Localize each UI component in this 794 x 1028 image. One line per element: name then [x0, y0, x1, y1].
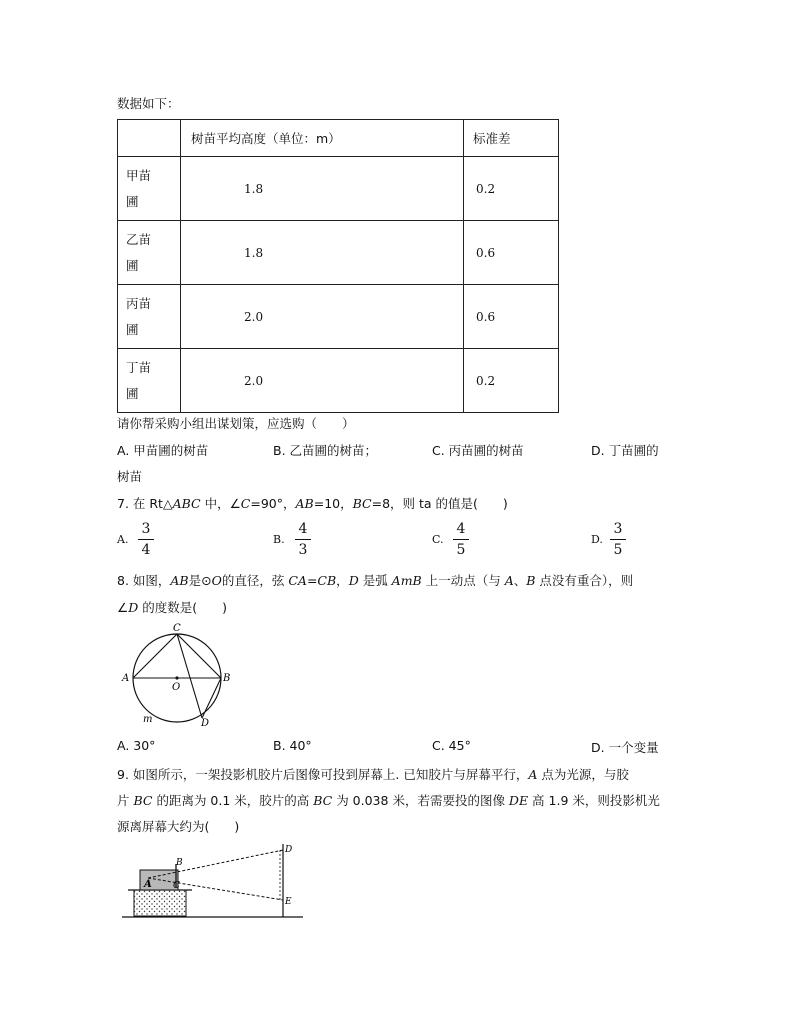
q8-text: 、: [513, 573, 527, 588]
table-row: [118, 349, 559, 413]
q9-var: BC: [133, 793, 153, 808]
row-name-line2: 圃: [126, 385, 139, 401]
q9-var: BC: [313, 793, 333, 808]
circle-diagram: [115, 618, 240, 730]
label-d: D: [285, 845, 293, 855]
q8-option-c: C. 45°: [432, 738, 471, 753]
label-a: A: [144, 879, 152, 890]
table-row: [118, 157, 559, 221]
numerator: 4: [456, 521, 466, 537]
q8-var: CA: [288, 573, 307, 588]
center-point: [175, 676, 178, 679]
q8-option-b: B. 40°: [273, 738, 312, 753]
header-avg-height: 树苗平均高度（单位：m）: [181, 120, 464, 157]
q9-var: A: [528, 767, 538, 782]
q8-var: AB: [170, 573, 189, 588]
q8-option-a: A. 30°: [117, 738, 156, 753]
q9-stem-line2: [117, 791, 660, 809]
label-o: O: [172, 682, 181, 693]
q8-var: A: [504, 573, 514, 588]
q8-text: 的直径，弦: [221, 573, 289, 588]
q7-option-d-label: D.: [591, 533, 603, 546]
denominator: 4: [141, 542, 151, 558]
fraction-bar: [453, 539, 469, 540]
label-b: B: [223, 673, 231, 684]
q6-prompt: 请你帮采购小组出谋划策，应选购（ ）: [117, 416, 355, 431]
q7-text: =10，: [313, 496, 353, 511]
q7-option-b-label: B.: [273, 533, 285, 546]
q8-text: 的度数是( ): [138, 600, 227, 615]
q6-option-b: B. 乙苗圃的树苗；: [273, 443, 378, 458]
chord-ca: [133, 634, 177, 678]
fraction-bar: [138, 539, 154, 540]
row-name-line2: 圃: [126, 257, 139, 273]
q8-text: 是弧: [358, 573, 392, 588]
label-b: B: [176, 858, 183, 868]
numerator: 3: [141, 521, 151, 537]
q7-var: AB: [295, 496, 314, 511]
row-sd: 0.6: [464, 285, 559, 349]
seedling-data-table: [117, 119, 559, 413]
row-sd: 0.2: [464, 157, 559, 221]
q8-text: 上一动点（与: [421, 573, 505, 588]
q8-var: D: [128, 600, 139, 615]
chord-bd: [202, 678, 221, 718]
q8-option-d: D. 一个变量: [591, 740, 659, 755]
row-name: [118, 157, 181, 221]
numerator: 3: [613, 521, 623, 537]
denominator: 3: [298, 542, 308, 558]
q7-text: 7. 在 Rt: [117, 496, 163, 511]
triangle-symbol: △: [162, 496, 173, 511]
row-sd: 0.6: [464, 221, 559, 285]
q8-stem-line2: [117, 598, 227, 616]
row-height: 1.8: [181, 157, 464, 221]
q8-var: B: [526, 573, 536, 588]
q7-var: ABC: [172, 496, 201, 511]
denominator: 5: [456, 542, 466, 558]
row-height: 2.0: [181, 285, 464, 349]
q8-text: 8. 如图，: [117, 573, 171, 588]
q9-text: 片: [117, 793, 134, 808]
ray-top: [148, 850, 283, 878]
header-blank: [118, 120, 181, 157]
q6-option-a: A. 甲苗圃的树苗: [117, 443, 209, 458]
q7-text: 中，∠: [200, 496, 241, 511]
table-row: [118, 221, 559, 285]
q9-text: 为 0.038 米，若需要投的图像: [332, 793, 509, 808]
fraction-bar: [610, 539, 626, 540]
q8-text: ，: [336, 573, 349, 588]
row-sd: 0.2: [464, 349, 559, 413]
fraction-bar: [295, 539, 311, 540]
q7-var: C: [240, 496, 251, 511]
q9-var: DE: [508, 793, 529, 808]
projector-stand: [134, 890, 186, 916]
row-name-line1: 甲苗: [126, 167, 152, 183]
q8-var: O: [211, 573, 222, 588]
row-name: [118, 349, 181, 413]
q8-var: AmB: [391, 573, 422, 588]
table-header-row: [118, 120, 559, 157]
q7-text: =90°，: [250, 496, 296, 511]
q8-text: 是⊙: [188, 573, 212, 588]
intro-text: 数据如下：: [117, 96, 180, 111]
q9-text: 高 1.9 米，则投影机光: [528, 793, 660, 808]
q6-option-c: C. 丙苗圃的树苗: [432, 443, 524, 458]
row-height: 2.0: [181, 349, 464, 413]
q9-text: 点为光源，与胶: [537, 767, 629, 782]
q7-option-b-fraction: [295, 520, 311, 559]
q8-var: CB: [317, 573, 337, 588]
row-name-line1: 丙苗: [126, 295, 152, 311]
label-c: C: [173, 881, 180, 891]
row-name-line2: 圃: [126, 193, 139, 209]
table-row: [118, 285, 559, 349]
q8-text: 点没有重合），则: [535, 573, 634, 588]
q6-option-d-continued: 树苗: [117, 469, 143, 484]
q7-stem: [117, 494, 508, 512]
q8-text: =: [306, 573, 318, 588]
row-name-line1: 乙苗: [126, 231, 152, 247]
q9-stem-line1: [117, 765, 629, 783]
label-m: m: [143, 714, 153, 725]
row-name: [118, 285, 181, 349]
q7-text: =8，则 ta 的值是( ): [371, 496, 508, 511]
q9-text: 的距离为 0.1 米，胶片的高: [152, 793, 314, 808]
q8-stem-line1: [117, 571, 633, 589]
label-a: A: [122, 673, 130, 684]
row-name-line1: 丁苗: [126, 359, 152, 375]
numerator: 4: [298, 521, 308, 537]
q7-option-a-label: A.: [117, 533, 129, 546]
q8-var: D: [348, 573, 359, 588]
q9-text: 9. 如图所示，一架投影机胶片后图像可投到屏幕上. 已知胶片与屏幕平行，: [117, 767, 529, 782]
header-std-dev: 标准差: [464, 120, 559, 157]
q7-option-a-fraction: [138, 520, 154, 559]
denominator: 5: [613, 542, 623, 558]
q6-option-d: D. 丁苗圃的: [591, 443, 659, 458]
q7-option-d-fraction: [610, 520, 626, 559]
label-e: E: [285, 897, 292, 907]
label-d: D: [201, 718, 210, 729]
label-c: C: [173, 623, 181, 634]
q7-var: BC: [352, 496, 372, 511]
q7-option-c-label: C.: [432, 533, 444, 546]
q7-option-c-fraction: [453, 520, 469, 559]
q8-text: ∠: [117, 600, 129, 615]
row-name: [118, 221, 181, 285]
row-name-line2: 圃: [126, 321, 139, 337]
q9-stem-line3: 源离屏幕大约为( ): [117, 819, 240, 834]
projector-diagram: [118, 840, 303, 930]
row-height: 1.8: [181, 221, 464, 285]
